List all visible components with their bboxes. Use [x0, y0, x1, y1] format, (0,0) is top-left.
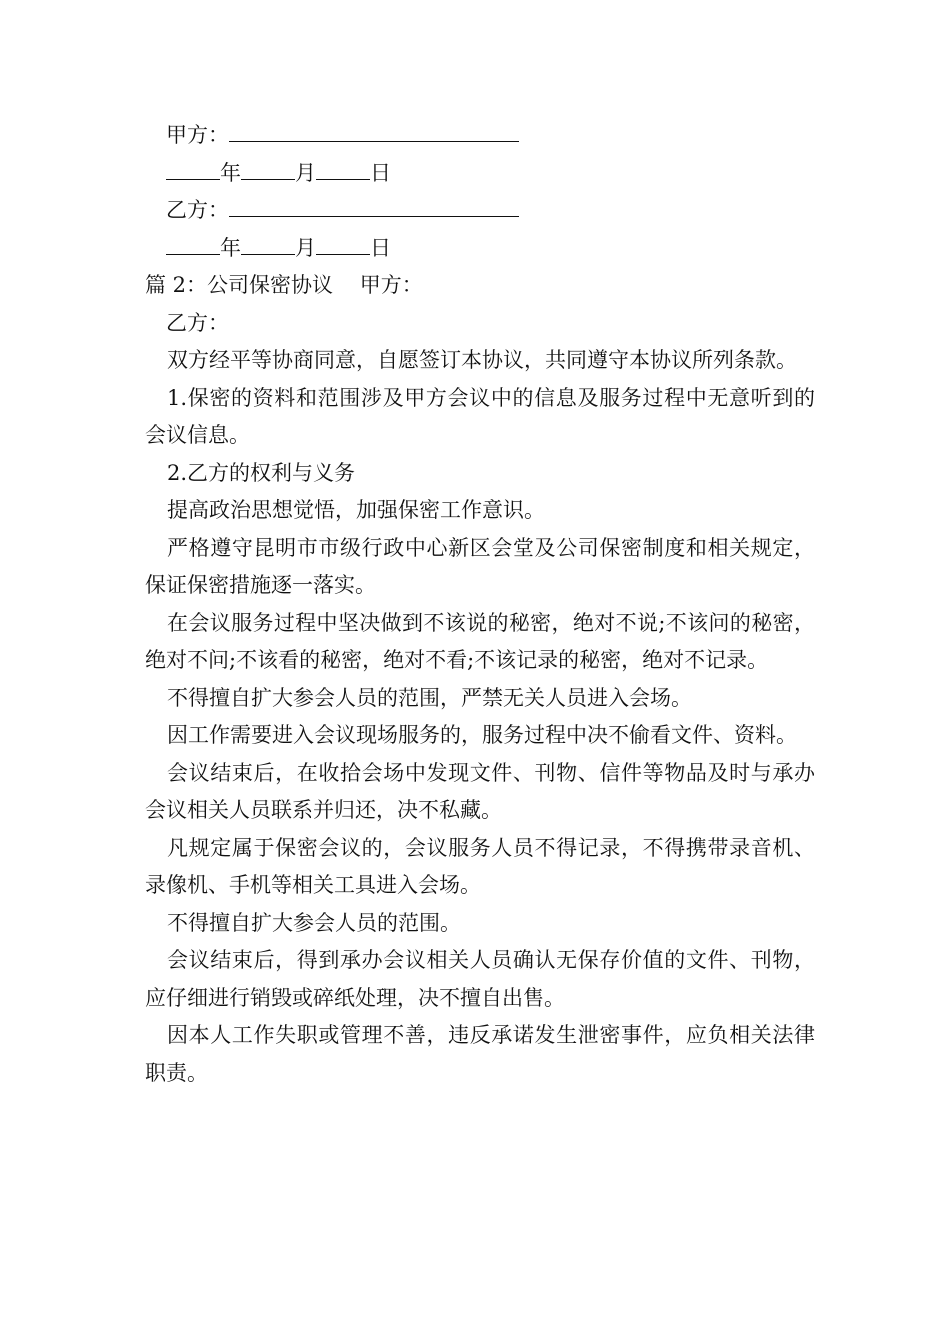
day-blank: [316, 157, 370, 180]
month-label: 月: [295, 160, 316, 185]
paragraph: 会议结束后，在收拾会场中发现文件、刊物、信件等物品及时与承办会议相关人员联系并归还，决不私藏。: [145, 760, 815, 822]
paragraph: 在会议服务过程中坚决做到不该说的秘密，绝对不说;不该问的秘密，绝对不问;不该看的秘密，绝对不看;不该记录的秘密，绝对不记录。: [145, 610, 815, 672]
year-label: 年: [220, 235, 241, 260]
article-heading: 篇 2：公司保密协议 甲方：: [145, 273, 423, 297]
paragraph: 双方经平等协商同意，自愿签订本协议，共同遵守本协议所列条款。: [167, 348, 797, 372]
day-blank: [316, 232, 370, 255]
month-blank: [241, 157, 295, 180]
party-a-label: 甲方：: [166, 123, 229, 147]
year-blank: [166, 232, 220, 255]
paragraph: 不得擅自扩大参会人员的范围，严禁无关人员进入会场。: [167, 685, 692, 710]
paragraph: 严格遵守昆明市市级行政中心新区会堂及公司保密制度和相关规定，保证保密措施逐一落实。: [145, 535, 815, 597]
year-label: 年: [220, 160, 241, 185]
day-label: 日: [370, 160, 391, 185]
paragraph: 提高政治思想觉悟，加强保密工作意识。: [167, 498, 545, 522]
document-page: [145, 117, 815, 1092]
paragraph: 因工作需要进入会议现场服务的，服务过程中决不偷看文件、资料。: [167, 723, 797, 747]
party-b-date-line: [145, 230, 815, 268]
paragraph: 2.乙方的权利与义务: [167, 460, 356, 485]
party-b-blank: [229, 194, 519, 217]
party-a-date-line: [145, 155, 815, 193]
paragraph: 不得擅自扩大参会人员的范围。: [167, 910, 461, 935]
party-a-blank: [229, 119, 519, 142]
paragraph: 因本人工作失职或管理不善，违反承诺发生泄密事件，应负相关法律职责。: [145, 1023, 815, 1085]
paragraph: 凡规定属于保密会议的，会议服务人员不得记录，不得携带录音机、录像机、手机等相关工具进入会场。: [145, 835, 815, 897]
party-b-label: 乙方：: [166, 198, 229, 222]
paragraph: 1.保密的资料和范围涉及甲方会议中的信息及服务过程中无意听到的会议信息。: [145, 385, 815, 447]
month-label: 月: [295, 235, 316, 260]
party-a-signature-line: [145, 117, 815, 155]
day-label: 日: [370, 235, 391, 260]
party-b-line: 乙方：: [166, 310, 229, 335]
month-blank: [241, 232, 295, 255]
paragraph: 会议结束后，得到承办会议相关人员确认无保存价值的文件、刊物，应仔细进行销毁或碎纸处理，决不擅自出售。: [145, 948, 815, 1010]
year-blank: [166, 157, 220, 180]
party-b-signature-line: [145, 192, 815, 230]
